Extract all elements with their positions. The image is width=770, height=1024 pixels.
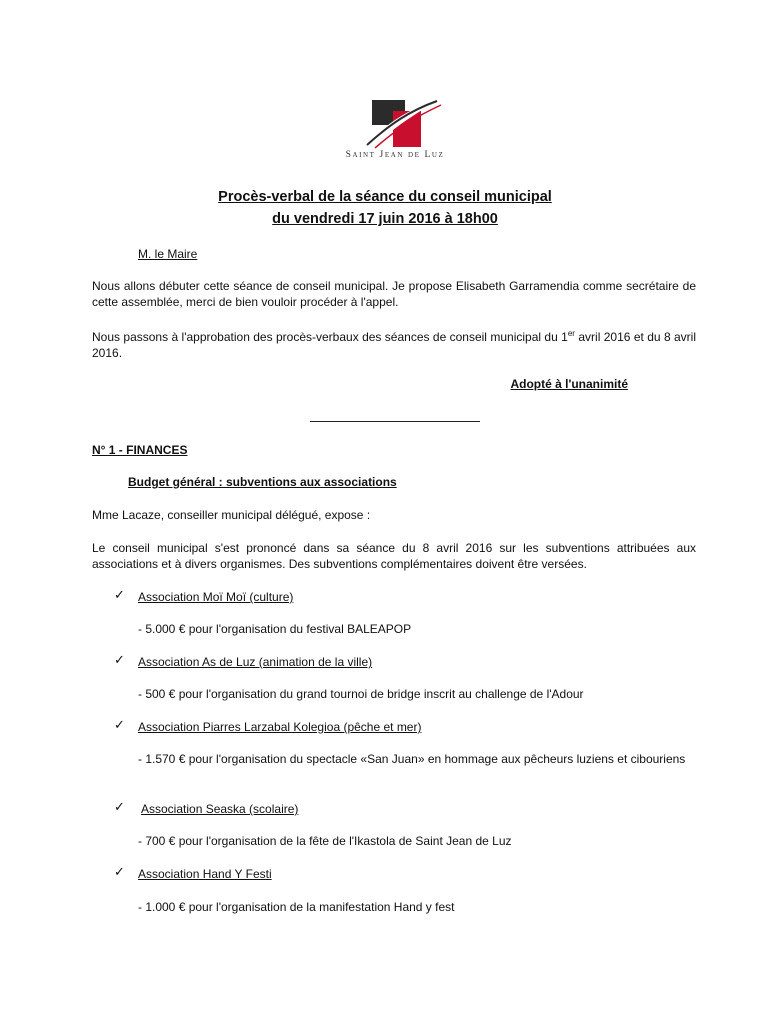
association-detail: - 1.570 € pour l'organisation du spectacle «San Juan» en hommage aux pêcheurs luziens et cibouriens <box>138 752 686 766</box>
association-name: Association Moï Moï (culture) <box>138 590 294 604</box>
section-paragraph: Le conseil municipal s'est prononcé dans sa séance du 8 avril 2016 sur les subventions attribuées aux associations et à divers organismes. Des subventions complémentaires doivent être versées. <box>92 541 696 571</box>
intro-paragraph-2 <box>92 326 696 361</box>
association-name: Association As de Luz (animation de la ville) <box>138 655 373 669</box>
association-detail: - 5.000 € pour l'organisation du festival BALEAPOP <box>138 622 412 636</box>
intro-paragraph-2-sup: er <box>567 329 575 338</box>
checkmark-icon: ✓ <box>114 718 125 733</box>
intro-paragraph-2-part-a: Nous passons à l'approbation des procès-verbaux des séances de conseil municipal du 1 <box>92 330 568 344</box>
checkmark-icon: ✓ <box>114 865 125 880</box>
checkmark-icon: ✓ <box>114 588 125 603</box>
association-name: Association Hand Y Festi <box>138 867 272 881</box>
association-detail: - 700 € pour l'organisation de la fête de l'Ikastola de Saint Jean de Luz <box>138 834 512 848</box>
intro-paragraph-1: Nous allons débuter cette séance de conseil municipal. Je propose Elisabeth Garramendia comme secrétaire de cette assemblée, merci de bien vouloir procéder à l'appel. <box>92 279 696 309</box>
document-title-line-1: Procès-verbal de la séance du conseil municipal <box>218 189 552 205</box>
association-detail: - 1.000 € pour l'organisation de la manifestation Hand y fest <box>138 900 455 914</box>
association-detail: - 500 € pour l'organisation du grand tournoi de bridge inscrit au challenge de l'Adour <box>138 687 584 701</box>
association-name: Association Seaska (scolaire) <box>141 802 299 816</box>
speaker-maire: M. le Maire <box>138 247 198 261</box>
adopted-unanimously: Adopté à l'unanimité <box>510 377 628 391</box>
document-title-line-2: du vendredi 17 juin 2016 à 18h00 <box>272 211 498 227</box>
section-subheading: Budget général : subventions aux associations <box>128 475 397 489</box>
section-heading: N° 1 - FINANCES <box>92 443 188 457</box>
checkmark-icon: ✓ <box>114 653 125 668</box>
checkmark-icon: ✓ <box>114 800 125 815</box>
section-divider <box>310 421 480 422</box>
logo-text: Saint Jean de Luz <box>345 150 445 160</box>
intro-paragraph-2-part-b: avril 2016 et du 8 avril 2016. <box>92 330 696 360</box>
speaker-lacaze: Mme Lacaze, conseiller municipal délégué, expose : <box>92 508 371 522</box>
association-name: Association Piarres Larzabal Kolegioa (pêche et mer) <box>138 720 422 734</box>
